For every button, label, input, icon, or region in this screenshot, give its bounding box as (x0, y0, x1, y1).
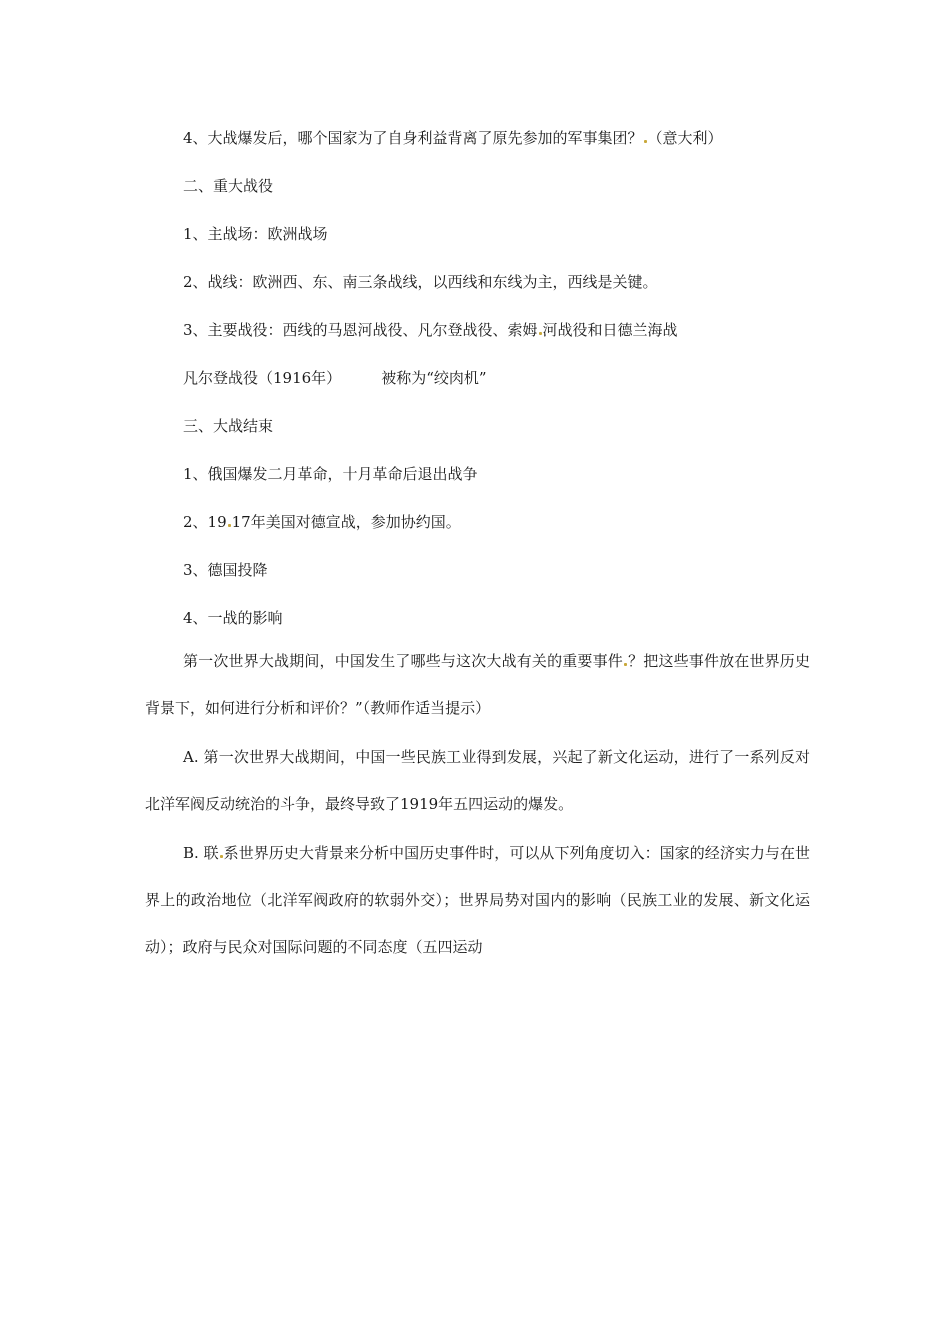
fronts: 2、战线：欧洲西、东、南三条战线，以西线和东线为主，西线是关键。 (183, 273, 658, 291)
answer-b-part-2: 系世界历史大背景来分析中国历史事件时，可以从下列角度切入：国家的经济实力与在世界上的政治地位（北洋军阀政府的软弱外交）；世界局势对国内的影响（民族工业的发展、新文化运动）；政府与民众对国际问题的不同态度（五四运动 (145, 844, 810, 956)
germany-surrender: 3、德国投降 (183, 561, 268, 579)
usa-entry-part-2: 17年美国对德宣战，参加协约国。 (231, 513, 461, 531)
question-4-text: 4、大战爆发后，哪个国家为了自身利益背离了原先参加的军事集团？ (183, 129, 643, 147)
main-battlefield: 1、主战场：欧洲战场 (183, 225, 328, 243)
discussion-question-part-2: ？把这些事件放在世界历史背景下，如何进行分析和评价？”（教师作适当提示） (145, 652, 810, 717)
highlight-mark (624, 663, 627, 666)
section-3-title: 三、大战结束 (183, 417, 274, 435)
highlight-mark (220, 855, 223, 858)
usa-entry-part-1: 2、19 (183, 513, 227, 531)
highlight-mark (644, 140, 647, 143)
answer-b (145, 830, 810, 971)
verdun-nickname: 被称为“绞肉机” (381, 369, 487, 387)
main-battles-part-1: 3、主要战役：西线的马恩河战役、凡尔登战役、索姆 (183, 321, 538, 339)
war-impact: 4、一战的影响 (183, 609, 283, 627)
section-2-title: 二、重大战役 (183, 177, 274, 195)
answer-b-part-1: B. 联 (183, 844, 219, 862)
verdun-battle: 凡尔登战役（1916年） (183, 369, 342, 387)
main-battles (183, 320, 678, 340)
question-4-answer: （意大利） (647, 129, 723, 147)
highlight-mark (539, 332, 542, 335)
usa-entry (183, 512, 461, 532)
answer-a: A. 第一次世界大战期间，中国一些民族工业得到发展，兴起了新文化运动，进行了一系列反对北洋军阀反动统治的斗争，最终导致了1919年五四运动的爆发。 (145, 748, 810, 813)
discussion-question (145, 638, 810, 732)
verdun-note (183, 368, 487, 388)
main-battles-part-2: 河战役和日德兰海战 (542, 321, 678, 339)
discussion-question-part-1: 第一次世界大战期间，中国发生了哪些与这次大战有关的重要事件 (183, 652, 623, 670)
highlight-mark (228, 524, 231, 527)
russia-exit: 1、俄国爆发二月革命，十月革命后退出战争 (183, 465, 478, 483)
question-4 (183, 128, 723, 148)
